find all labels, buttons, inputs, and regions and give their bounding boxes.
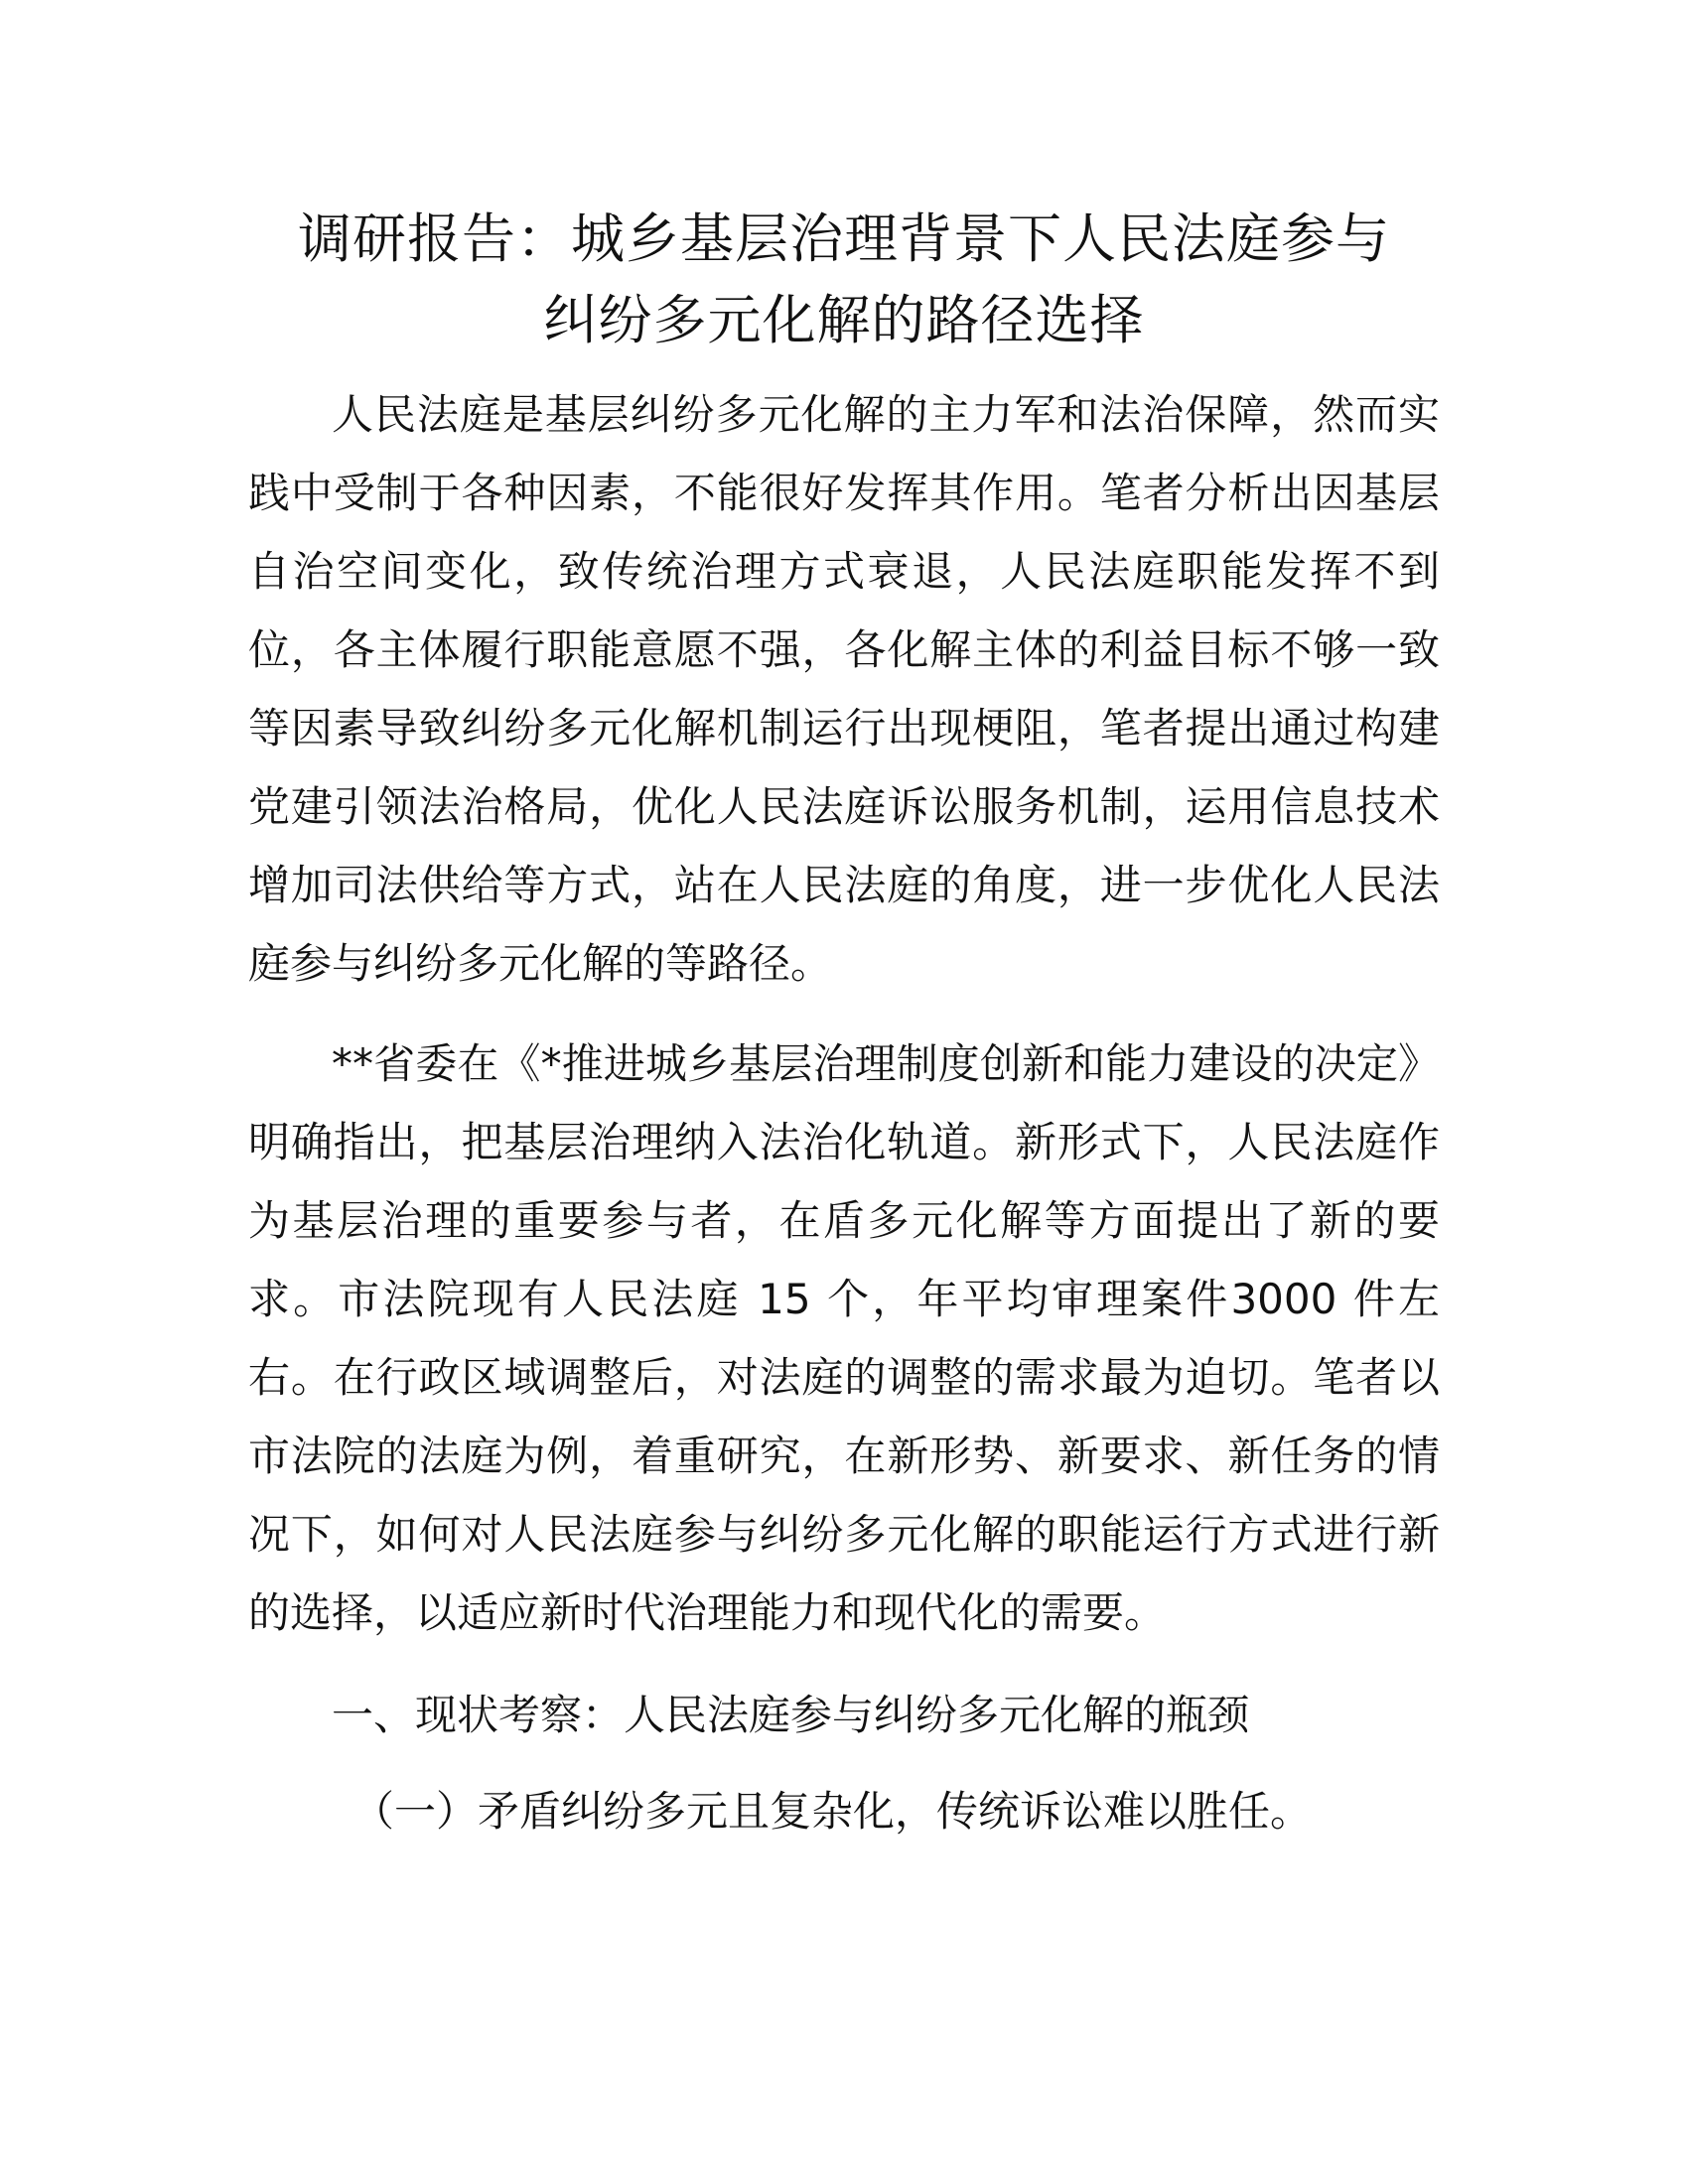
abstract-paragraph: 人民法庭是基层纠纷多元化解的主力军和法治保障，然而实践中受制于各种因素，不能很好发挥其作用。笔者分析出因基层自治空间变化，致传统治理方式衰退，人民法庭职能发挥不到位，各主体履行职能意愿不强，各化解主体的利益目标不够一致等因素导致纠纷多元化解机制运行出现梗阻，笔者提出通过构建党建引领法治格局，优化人民法庭诉讼服务机制，运用信息技术增加司法供给等方式，站在人民法庭的角度，进一步优化人民法庭参与纠纷多元化解的等路径。 — [248, 390, 1440, 988]
subsection-heading: （一）矛盾纠纷多元且复杂化，传统诉讼难以胜任。 — [352, 1787, 1313, 1836]
title-line-1: 调研报告：城乡基层治理背景下人民法庭参与 — [298, 207, 1390, 270]
section-heading: 一、现状考察：人民法庭参与纠纷多元化解的瓶颈 — [332, 1691, 1250, 1739]
document-title — [248, 199, 1440, 361]
intro-paragraph: **省委在《*推进城乡基层治理制度创新和能力建设的决定》明确指出，把基层治理纳入法治化轨道。新形式下，人民法庭作为基层治理的重要参与者，在盾多元化解等方面提出了新的要求。市法院现有人民法庭 15 个，年平均审理案件3000 件左右。在行政区域调整后，对法庭的调整的需求最为迫切。笔者以市法院的法庭为例，着重研究，在新形势、新要求、新任务的情况下，如何对人民法庭参与纠纷多元化解的职能运行方式进行新的选择，以适应新时代治理能力和现代化的需要。 — [248, 1039, 1440, 1637]
title-line-2: 纠纷多元化解的路径选择 — [543, 289, 1145, 351]
document-page — [248, 199, 1440, 1850]
